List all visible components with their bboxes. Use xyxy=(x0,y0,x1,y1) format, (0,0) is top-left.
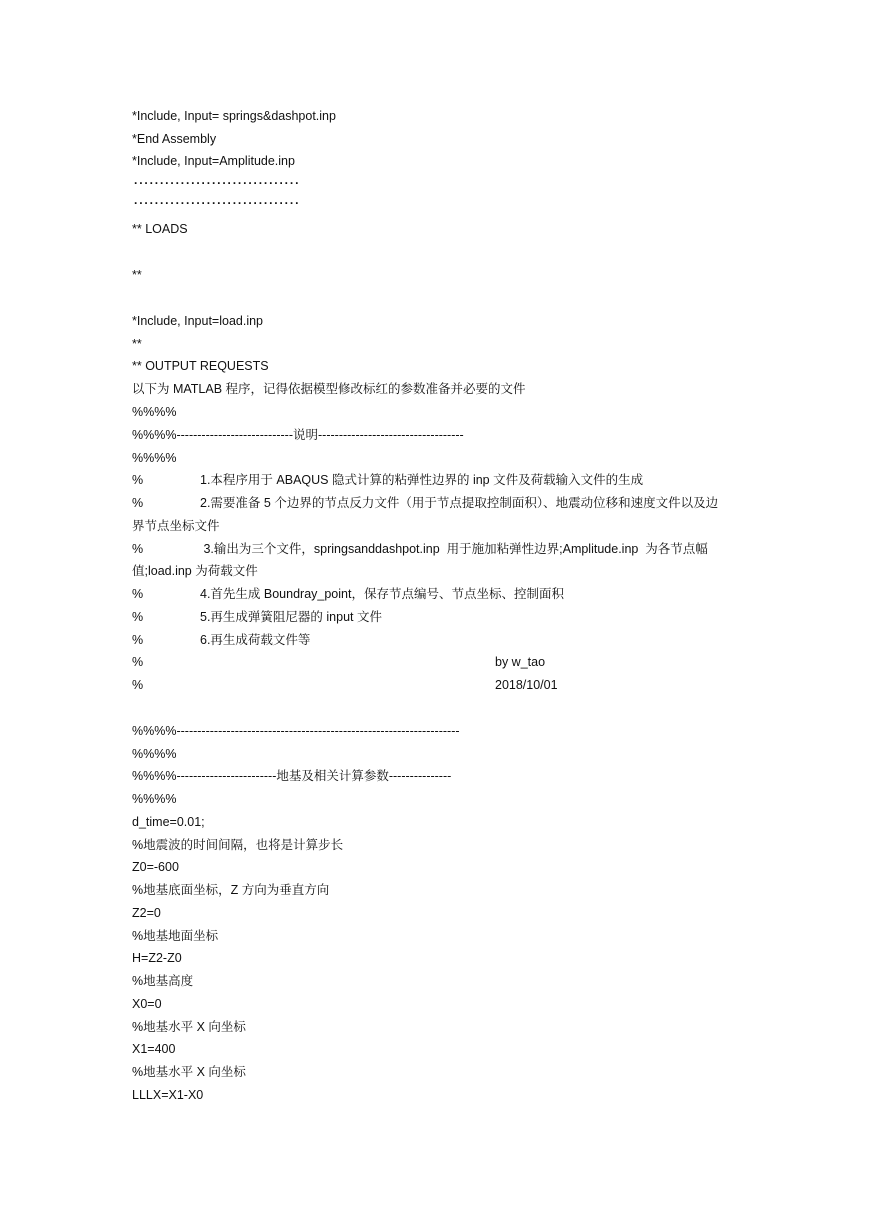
separator-line: %%%%-------------------------------------------------------------------- xyxy=(132,724,460,738)
ellipsis-dots-2: ································ xyxy=(134,196,301,210)
item-5-percent: % xyxy=(132,610,144,624)
signature-percent-1: % xyxy=(132,655,144,669)
include-amplitude-line: *Include, Input=Amplitude.inp xyxy=(132,154,295,168)
code-line-lllx: LLLX=X1-X0 xyxy=(132,1088,204,1102)
include-load-line: *Include, Input=load.inp xyxy=(132,314,264,328)
item-4-text: 4.首先生成 Boundray_point，保存节点编号、节点坐标、控制面积 xyxy=(200,587,564,601)
end-assembly-line: *End Assembly xyxy=(132,132,217,146)
item-1-percent: % xyxy=(132,473,144,487)
item-3-text: 3.输出为三个文件，springsanddashpot.inp 用于施加粘弹性边界;Amplitude.inp 为各节点幅 xyxy=(200,542,708,556)
percent-line-2: %%%% xyxy=(132,451,177,465)
item-4-percent: % xyxy=(132,587,144,601)
code-line-h: H=Z2-Z0 xyxy=(132,951,182,965)
item-2-text: 2.需要准备 5 个边界的节点反力文件（用于节点提取控制面积）、地震动位移和速度文件以及边 xyxy=(200,496,719,510)
output-requests-line: ** OUTPUT REQUESTS xyxy=(132,359,269,373)
item-6-text: 6.再生成荷载文件等 xyxy=(200,633,311,647)
code-comment-x0: %地基水平 X 向坐标 xyxy=(132,1020,246,1034)
comment-stars-1: ** xyxy=(132,268,142,282)
percent-line-1: %%%% xyxy=(132,405,177,419)
intro-text: 以下为 MATLAB 程序，记得依据模型修改标红的参数准备并必要的文件 xyxy=(132,382,526,396)
description-header: %%%%----------------------------说明----------------------------------- xyxy=(132,428,464,442)
signature-author: by w_tao xyxy=(495,655,546,669)
item-1-text: 1.本程序用于 ABAQUS 隐式计算的粘弹性边界的 inp 文件及荷载输入文件的生成 xyxy=(200,473,644,487)
include-springs-line: *Include, Input= springs&dashpot.inp xyxy=(132,109,336,123)
item-3-continuation: 值;load.inp 为荷载文件 xyxy=(132,564,258,578)
code-line-x0: X0=0 xyxy=(132,997,162,1011)
percent-line-4: %%%% xyxy=(132,792,177,806)
code-line-z2: Z2=0 xyxy=(132,906,161,920)
code-comment-time-step: %地震波的时间间隔，也将是计算步长 xyxy=(132,838,344,852)
item-5-text: 5.再生成弹簧阻尼器的 input 文件 xyxy=(200,610,382,624)
item-2-percent: % xyxy=(132,496,144,510)
item-2-continuation: 界节点坐标文件 xyxy=(132,519,220,533)
code-line-x1: X1=400 xyxy=(132,1042,176,1056)
parameters-header: %%%%------------------------地基及相关计算参数--------------- xyxy=(132,769,452,783)
code-comment-z2: %地基地面坐标 xyxy=(132,929,219,943)
signature-date: 2018/10/01 xyxy=(495,678,558,692)
code-comment-x1: %地基水平 X 向坐标 xyxy=(132,1065,246,1079)
percent-line-3: %%%% xyxy=(132,747,177,761)
item-6-percent: % xyxy=(132,633,144,647)
ellipsis-dots-1: ································ xyxy=(134,176,301,190)
code-comment-h: %地基高度 xyxy=(132,974,194,988)
code-line-d-time: d_time=0.01; xyxy=(132,815,205,829)
comment-stars-2: ** xyxy=(132,337,142,351)
signature-percent-2: % xyxy=(132,678,144,692)
item-3-percent: % xyxy=(132,542,144,556)
loads-header: ** LOADS xyxy=(132,222,188,236)
code-comment-z0: %地基底面坐标，Z 方向为垂直方向 xyxy=(132,883,330,897)
code-line-z0: Z0=-600 xyxy=(132,860,179,874)
